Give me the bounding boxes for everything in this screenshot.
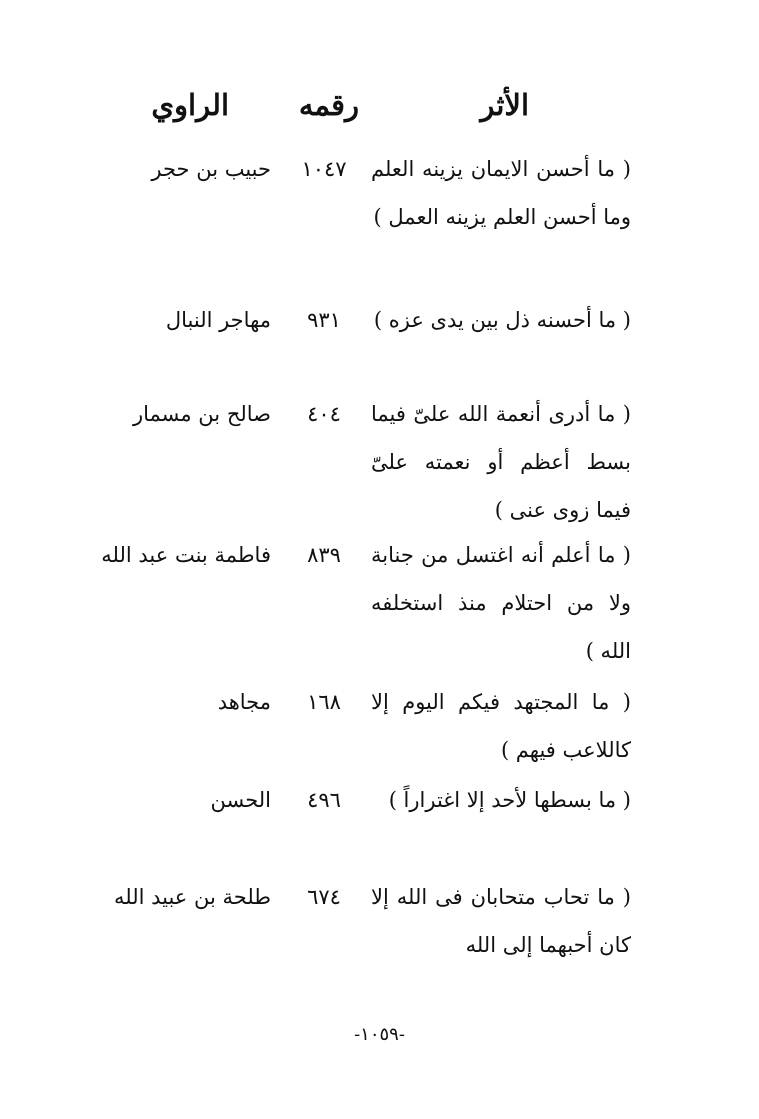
entry-narrator: فاطمة بنت عبد الله [101,543,271,567]
entry-narrator: مهاجر النبال [165,308,271,332]
header-number: رقمه [298,88,359,122]
entry-number: ٤٩٦ [307,788,341,812]
entry-number: ٦٧٤ [307,885,341,909]
list-item [0,145,759,296]
page-number: -١٠٥٩- [354,1024,405,1045]
entry-text: ( ما أعلم أنه اغتسل من جنابة ولا من احتلام منذ استخلفه الله ) [371,543,631,663]
list-item [0,776,759,873]
entry-number: ٨٣٩ [307,543,341,567]
list-item [0,531,759,678]
entry-text: ( ما أحسنه ذل بين يدى عزه ) [373,308,631,332]
entry-number: ١٠٤٧ [301,157,347,181]
entry-text: ( ما بسطها لأحد إلا اغتراراً ) [388,788,631,812]
header-athar: الأثر [480,88,529,122]
entry-narrator: صالح بن مسمار [132,402,271,426]
entry-text: ( ما تحاب متحابان فى الله إلا كان أحبهما إلى الله [371,885,631,957]
table-header [0,88,759,128]
entry-narrator: مجاهد [217,690,271,714]
entries-list [0,145,759,973]
entry-narrator: طلحة بن عبيد الله [113,885,271,909]
list-item [0,678,759,776]
list-item [0,296,759,390]
entry-narrator: الحسن [210,788,271,812]
entry-number: ١٦٨ [307,690,341,714]
entry-number: ٩٣١ [307,308,341,332]
list-item [0,390,759,531]
entry-text: ( ما المجتهد فيكم اليوم إلا كاللاعب فيهم ) [371,690,631,762]
entry-text: ( ما أحسن الايمان يزينه العلم وما أحسن العلم يزينه العمل ) [371,157,631,229]
entry-number: ٤٠٤ [307,402,341,426]
entry-text: ( ما أدرى أنعمة الله علىّ فيما بسط أعظم أو نعمته علىّ فيما زوى عنى ) [371,402,631,522]
header-narrator: الراوي [151,88,229,122]
list-item [0,873,759,973]
entry-narrator: حبيب بن حجر [151,157,271,181]
